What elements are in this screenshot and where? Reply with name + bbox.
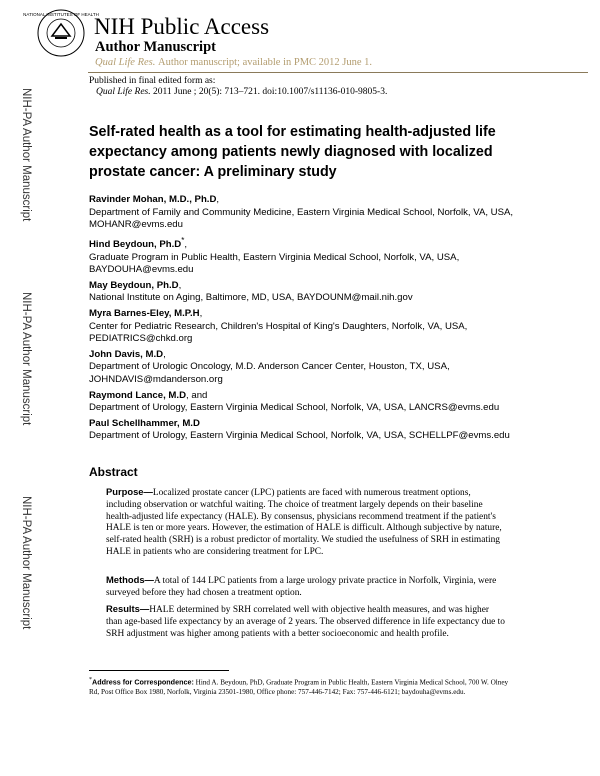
author-name: Myra Barnes-Eley, M.P.H <box>89 307 200 319</box>
abstract-results <box>106 603 506 640</box>
results-label: Results— <box>106 603 150 614</box>
footnote-rule <box>89 670 229 671</box>
header-availability: Author manuscript; available in PMC 2012 June 1. <box>158 57 373 68</box>
abstract-methods <box>106 574 506 600</box>
author-suffix: , <box>178 279 182 291</box>
author-entry <box>89 349 519 387</box>
purpose-text: Localized prostate cancer (LPC) patients are faced with numerous treatment options, including observation or watchful waiting. The choice of treatment largely depends on their baseline health-adjusted life expectancy (HALE). By consensus, physicians recommend treatment if the patient's HALE is ten or more years. However, the estimation of HALE is difficult. Although subjective by nature, self-rated health (SRH) is a robust predictor of mortality. We studied the usefulness of SRH in estimating HALE in patients who are considering treatment for LPC. <box>106 488 502 557</box>
results-text: HALE determined by SRH correlated well with objective health measures, and was higher than age-based life expectancy by an average of 2 years. The observed difference in life expectancy due to SRH adjustment was higher among patients with a better socioeconomic and health profile. <box>106 605 505 639</box>
citation-details: 2011 June ; 20(5): 713–721. doi:10.1007/s11136-010-9805-3. <box>153 87 388 97</box>
author-affiliation: Department of Urologic Oncology, M.D. Anderson Cancer Center, Houston, TX, USA, JOHNDAVIS@mdanderson.org <box>89 361 450 385</box>
author-suffix: , and <box>186 389 208 401</box>
author-name: Raymond Lance, M.D <box>89 389 187 401</box>
nih-logo <box>23 8 99 58</box>
author-suffix: , <box>184 238 188 250</box>
author-affiliation: Department of Family and Community Medicine, Eastern Virginia Medical School, Norfolk, VA, USA, MOHANR@evms.edu <box>89 206 514 231</box>
abstract-purpose <box>106 486 506 559</box>
footnote-marker: * <box>89 677 92 683</box>
side-label-1: NIH-PA Author Manuscript <box>20 88 32 222</box>
author-affiliation: Center for Pediatric Research, Children's Hospital of King's Daughters, Norfolk, VA, USA, PEDIATRICS@chkd.org <box>89 320 468 345</box>
author-entry <box>89 235 519 277</box>
author-entry <box>89 418 519 443</box>
author-sup: * <box>181 235 185 245</box>
author-name: Paul Schellhammer, M.D <box>89 417 200 429</box>
methods-text: A total of 144 LPC patients from a large urology private practice in Norfolk, Virginia, were surveyed before they had chosen a treatment option. <box>106 576 497 598</box>
logo-text: NATIONAL INSTITUTES OF HEALTH <box>23 12 99 17</box>
citation-journal: Qual Life Res. <box>96 87 151 97</box>
header-title: NIH Public Access <box>94 14 270 39</box>
author-list <box>89 194 519 446</box>
author-affiliation: Department of Urology, Eastern Virginia Medical School, Norfolk, VA, USA, SCHELLPF@evms.edu <box>89 430 510 442</box>
author-name: Ravinder Mohan, M.D., Ph.D <box>89 194 217 205</box>
side-label-3: NIH-PA Author Manuscript <box>20 496 32 630</box>
citation-line <box>96 87 387 97</box>
header-citation <box>95 57 372 68</box>
author-entry <box>89 280 519 305</box>
abstract-heading: Abstract <box>89 465 138 479</box>
author-entry <box>89 194 519 232</box>
side-label-2: NIH-PA Author Manuscript <box>20 292 32 426</box>
methods-label: Methods— <box>106 574 154 585</box>
footnote-text: Hind A. Beydoun, PhD, Graduate Program in Public Health, Eastern Virginia Medical School, 700 W. Olney Rd, Post Office Box 1980, Norfolk, Virginia 23501-1980, Office phone: 757-446-7142; Fax: 757-446-6121; baydouha@evms.edu. <box>89 678 509 697</box>
footnote-label: Address for Correspondence: <box>92 677 194 687</box>
author-affiliation: Department of Urology, Eastern Virginia Medical School, Norfolk, VA, USA, LANCRS@evms.edu <box>89 402 500 414</box>
author-name: May Beydoun, Ph.D <box>89 279 179 291</box>
author-entry <box>89 390 519 415</box>
author-entry <box>89 308 519 346</box>
author-name: Hind Beydoun, Ph.D <box>89 238 182 250</box>
purpose-label: Purpose— <box>106 486 153 497</box>
published-line: Published in final edited form as: <box>89 76 216 86</box>
author-affiliation: Graduate Program in Public Health, Eastern Virginia Medical School, Norfolk, VA, USA, BAYDOUHA@evms.edu <box>89 251 460 276</box>
author-suffix: , <box>199 307 203 319</box>
author-name: John Davis, M.D <box>89 348 164 360</box>
footnote <box>89 676 519 698</box>
header-subtitle: Author Manuscript <box>95 39 216 55</box>
author-affiliation: National Institute on Aging, Baltimore, MD, USA, BAYDOUNM@mail.nih.gov <box>89 292 413 304</box>
header-divider <box>88 72 588 73</box>
author-suffix: , <box>216 194 220 205</box>
author-suffix: , <box>163 348 166 360</box>
article-title: Self-rated health as a tool for estimating health-adjusted life expectancy among patients newly diagnosed with localized prostate cancer: A preliminary study <box>89 124 496 180</box>
header-journal: Qual Life Res. <box>95 57 156 68</box>
